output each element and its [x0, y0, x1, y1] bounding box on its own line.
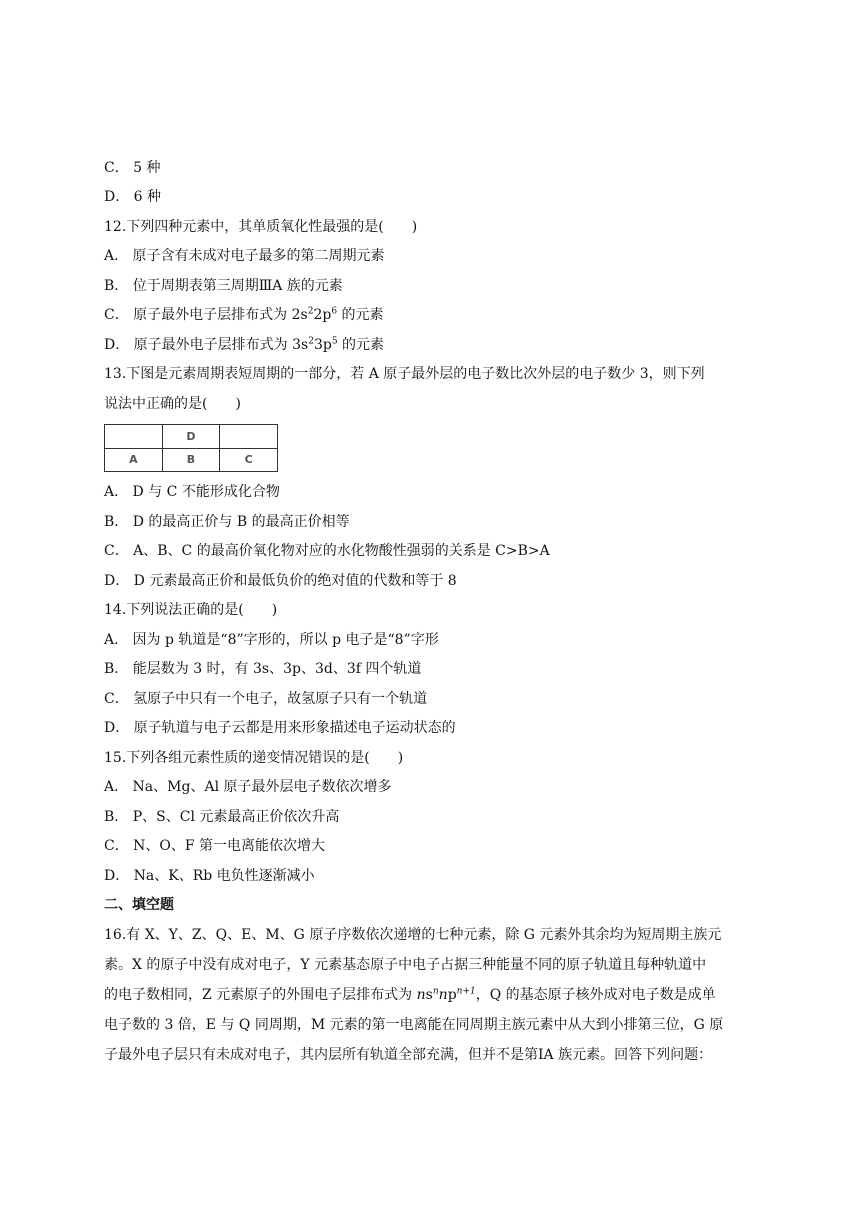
periodic-cell-b: B — [162, 448, 220, 472]
q12-option-c: C． 原子最外电子层排布式为 $2s^22p^6$ 的元素 — [104, 306, 384, 323]
periodic-cell-a: A — [105, 448, 163, 472]
q16-line: 子最外电子层只有未成对电子，其内层所有轨道全部充满，但并不是第ⅠA 族元素。回答下列问题： — [104, 1047, 713, 1063]
periodic-table-row — [105, 425, 278, 449]
q13-option-b: B． D 的最高正价与 B 的最高正价相等 — [104, 514, 350, 530]
q11-option-c: C． 5 种 — [104, 160, 161, 176]
q13-stem-line2: 说法中正确的是( ) — [104, 396, 241, 412]
q15-stem: 15.下列各组元素性质的递变情况错误的是( ) — [104, 750, 404, 766]
q16-line: 电子数的 3 倍，E 与 Q 同周期，M 元素的第一电离能在同周期主族元素中从大到小排第三位，G 原 — [104, 1017, 724, 1033]
q12-stem: 12.下列四种元素中，其单质氧化性最强的是( ) — [104, 219, 418, 235]
q13-option-a: A． D 与 C 不能形成化合物 — [104, 484, 280, 500]
periodic-cell-c: C — [220, 448, 278, 472]
periodic-table-fragment — [104, 424, 278, 472]
q14-stem: 14.下列说法正确的是( ) — [104, 602, 278, 618]
section-heading: 二、填空题 — [104, 897, 174, 913]
q15-option-c: C． N、O、F 第一电离能依次增大 — [104, 838, 326, 854]
q15-option-d: D． Na、K、Rb 电负性逐渐减小 — [104, 868, 315, 884]
q11-option-d: D． 6 种 — [104, 189, 162, 205]
q14-option-d: D． 原子轨道与电子云都是用来形象描述电子运动状态的 — [104, 720, 456, 736]
q13-stem-line1: 13.下图是元素周期表短周期的一部分，若 A 原子最外层的电子数比次外层的电子数少 3，则下列 — [104, 366, 705, 382]
q14-option-a: A． 因为 p 轨道是“8”字形的，所以 p 电子是“8”字形 — [104, 632, 439, 648]
q16-line: 16.有 X、Y、Z、Q、E、M、G 原子序数依次递增的七种元素，除 G 元素外其余均为短周期主族元 — [104, 927, 722, 943]
q14-option-c: C． 氢原子中只有一个电子，故氢原子只有一个轨道 — [104, 691, 428, 707]
periodic-cell — [105, 425, 163, 449]
q13-option-d: D． D 元素最高正价和最低负价的绝对值的代数和等于 8 — [104, 573, 457, 589]
periodic-cell-d: D — [162, 425, 220, 449]
q14-option-b: B． 能层数为 3 时，有 3s、3p、3d、3f 四个轨道 — [104, 661, 422, 677]
q12-option-b: B． 位于周期表第三周期ⅢA 族的元素 — [104, 278, 343, 294]
q16-line-formula: 的电子数相同，Z 元素原子的外围电子层排布式为 $ns^nnp^{n+1}$，Q 的基态原子核外成对电子数是成单 — [104, 986, 716, 1003]
periodic-table-row — [105, 448, 278, 472]
q16-paragraph — [104, 920, 764, 1070]
q16-line: 素。X 的原子中没有成对电子，Y 元素基态原子中电子占据三种能量不同的原子轨道且每种轨道中 — [104, 957, 707, 973]
q15-option-b: B． P、S、Cl 元素最高正价依次升高 — [104, 809, 340, 825]
q15-option-a: A． Na、Mg、Al 原子最外层电子数依次增多 — [104, 779, 392, 795]
q12-option-d: D． 原子最外电子层排布式为 $3s^23p^5$ 的元素 — [104, 336, 385, 353]
q12-option-a: A． 原子含有未成对电子最多的第二周期元素 — [104, 248, 385, 264]
q13-option-c: C． A、B、C 的最高价氧化物对应的水化物酸性强弱的关系是 C>B>A — [104, 543, 550, 559]
periodic-cell — [220, 425, 278, 449]
